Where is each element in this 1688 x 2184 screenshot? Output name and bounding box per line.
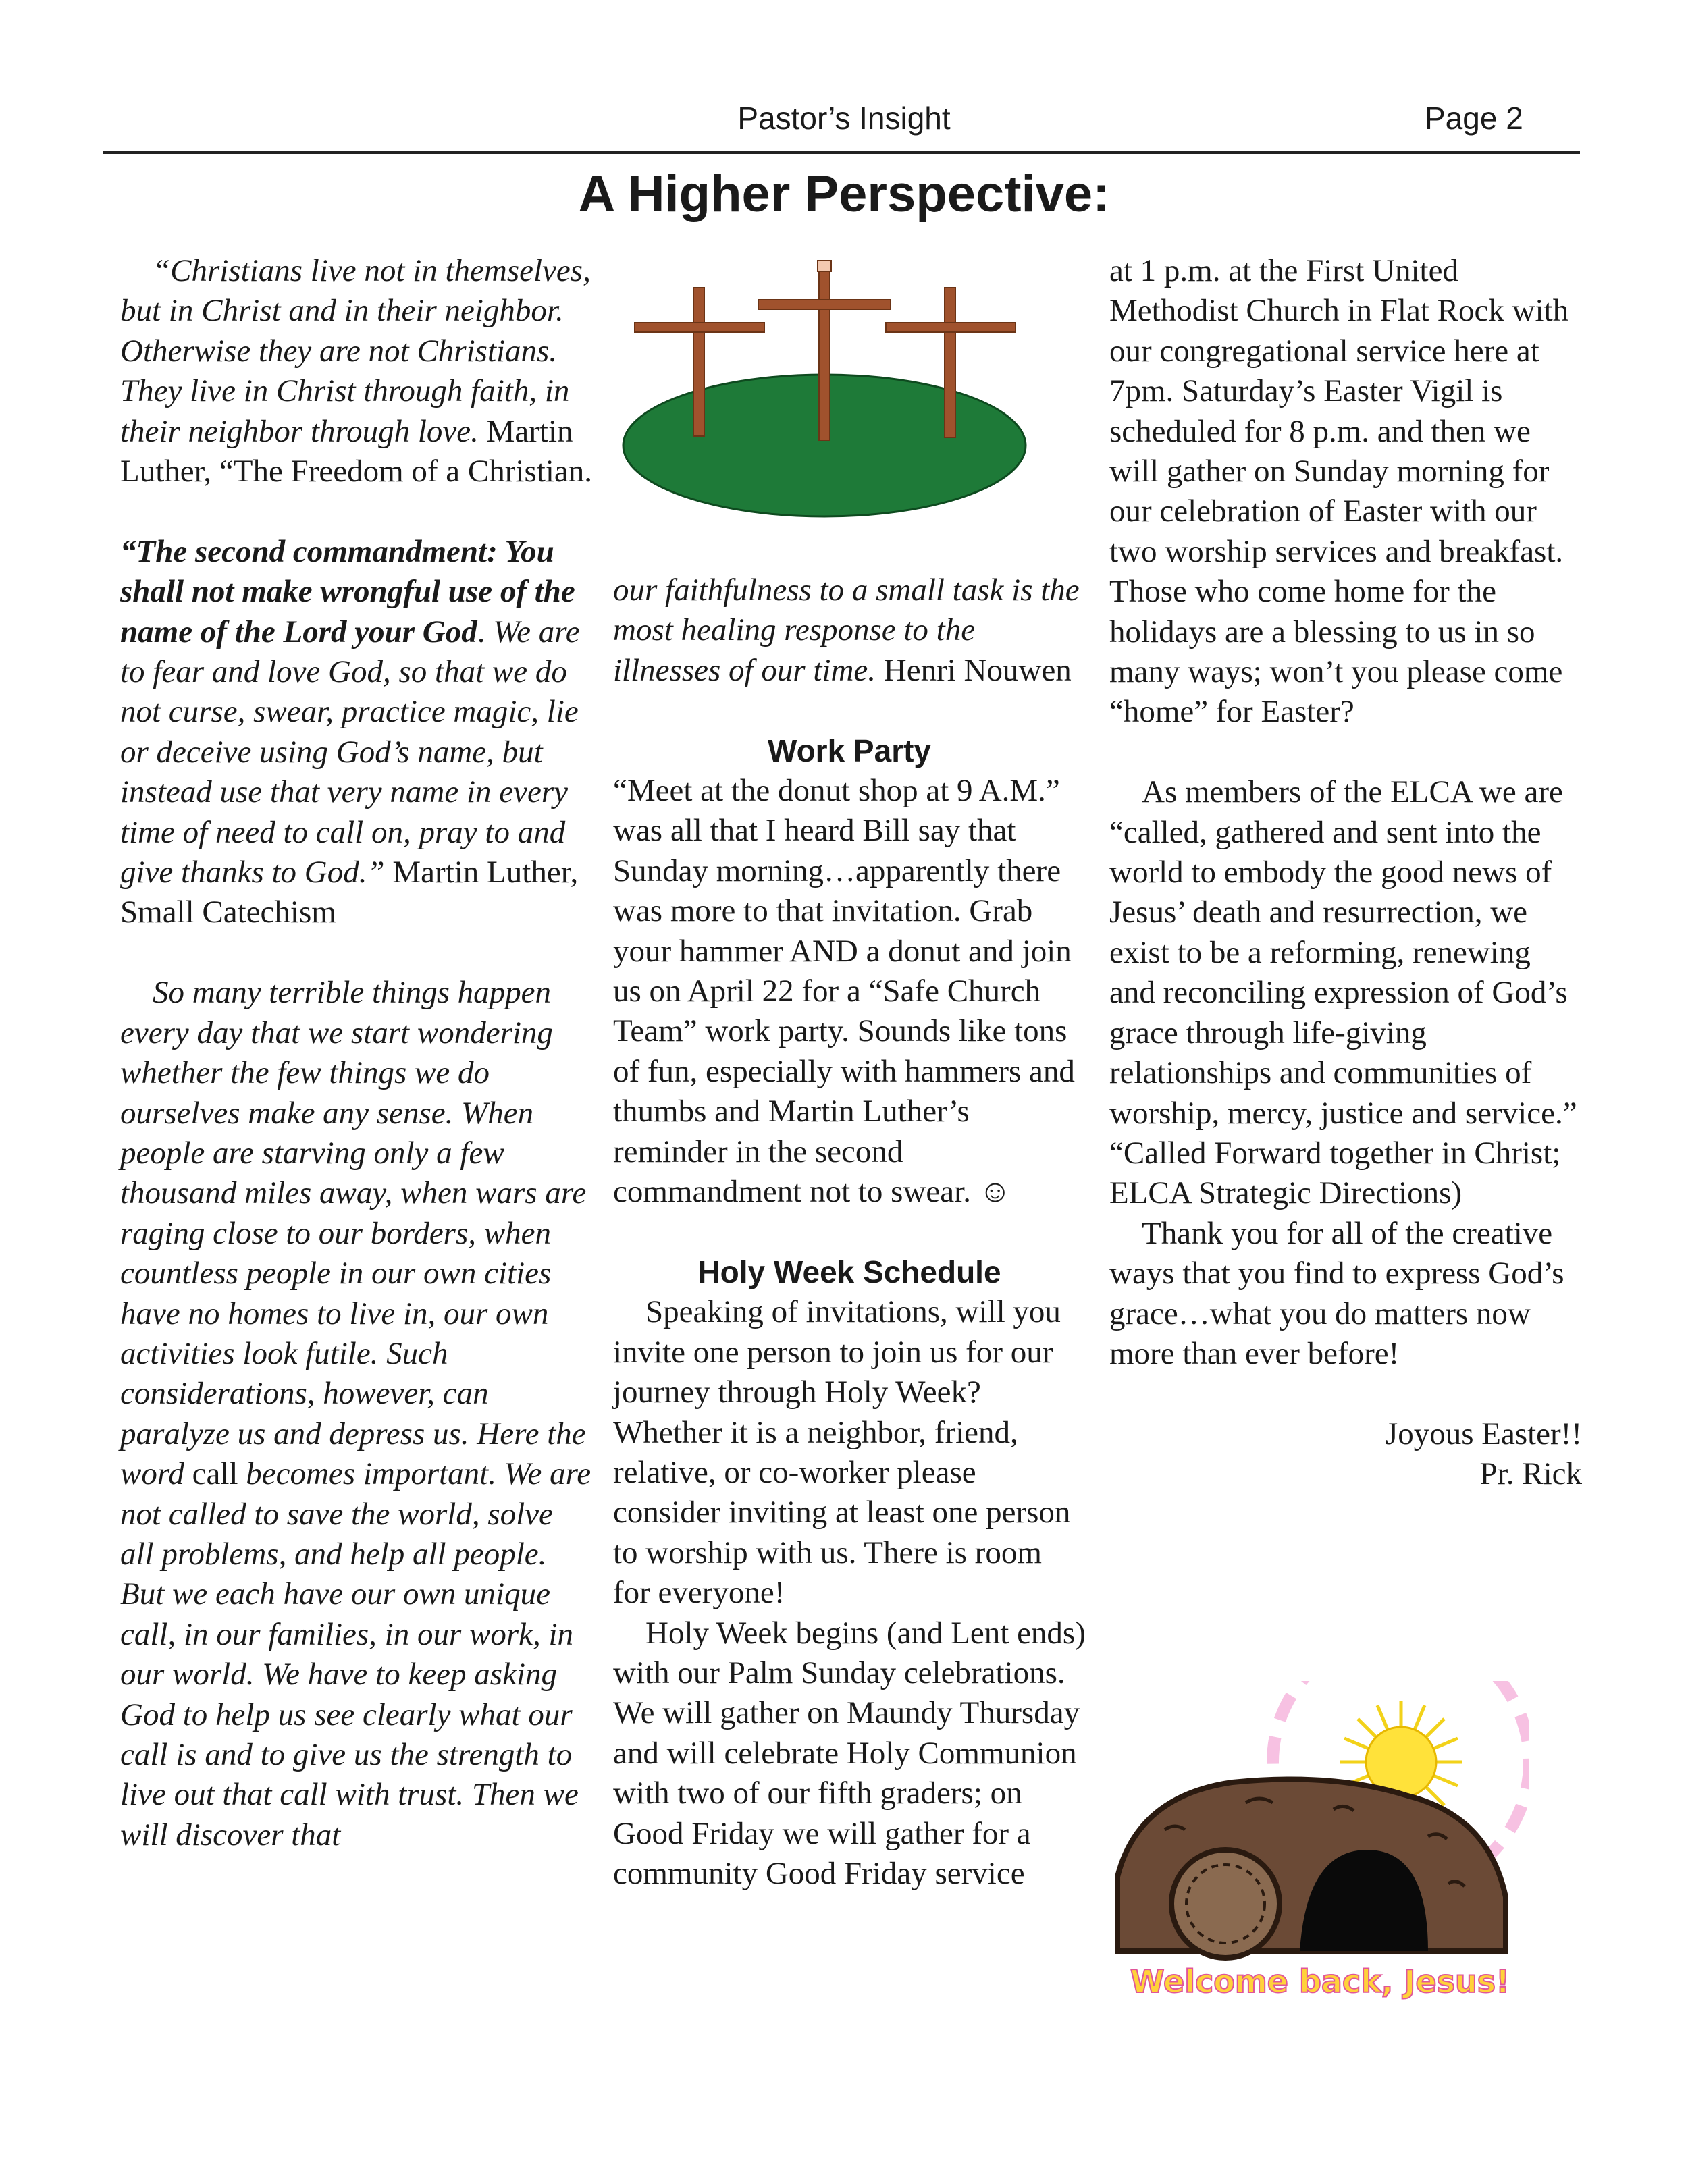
second-commandment-quote: “The second commandment: You shall not make wrongful use of the name of the Lord your God. We are to fear and love God, so that we do not curse, swear, practice magic, lie or deceive using God’s name, but instead use that very name in every time of need to call on, pray to and give thanks to God.” Martin Luther, Small Catechism bbox=[120, 533, 580, 930]
holy-week-continued: at 1 p.m. at the First United Methodist Church in Flat Rock with our congregational service here at 7pm. Saturday’s Easter Vigil is scheduled for 8 p.m. and then we will gather on Sunday morning for our celebration of Easter with our two worship services and breakfast. Those who come home for the holidays are a blessing to us in so many ways; won’t you please come “home” for Easter? bbox=[1109, 253, 1569, 730]
holy-week-paragraph-2: Holy Week begins (and Lent ends) with our Palm Sunday celebrations. We will gather on Maundy Thursday and will celebrate Holy Communion with two of our fifth graders; on Good Friday we will gather for a community Good Friday service bbox=[613, 1615, 1086, 1891]
holy-week-paragraph-1: Speaking of invitations, will you invite one person to join us for our journey through Holy Week? Whether it is a neighbor, friend, relative, or co-worker please consider inviting at least one person to worship with us. There is room for everyone! bbox=[613, 1294, 1071, 1611]
closing-greeting: Joyous Easter!! bbox=[1385, 1416, 1582, 1451]
nouwen-quote: So many terrible things happen every day that we start wondering whether the few things we do ourselves make any sense. When people are starving only a few thousand miles away, when wars are raging close to our borders, when countless people in our own cities have no homes to live in, our own activities look futile. Such considerations, however, can paralyze us and depress us. Here the word call becomes important. We are not called to save the world, solve all problems, and help all people. But we each have our own unique call, in our families, in our work, in our world. We have to keep asking God to help us see clearly what our call is and to give us the strength to live out that call with trust. Then we will discover that bbox=[120, 975, 591, 1853]
tomb-caption: Welcome back, Jesus! bbox=[1130, 1963, 1510, 2000]
thank-you-paragraph: Thank you for all of the creative ways that you find to express God’s grace…what you do matters now more than ever before! bbox=[1109, 1215, 1564, 1371]
page-number: Page 2 bbox=[1425, 101, 1523, 136]
three-crosses-illustration bbox=[618, 255, 1036, 520]
signature: Pr. Rick bbox=[1479, 1456, 1582, 1492]
column-1 bbox=[120, 251, 593, 1855]
column-2 bbox=[613, 570, 1086, 1894]
publication-name: Pastor’s Insight bbox=[737, 101, 951, 136]
nouwen-quote-continued: our faithfulness to a small task is the most healing response to the illnesses of our time. Henri Nouwen bbox=[613, 572, 1080, 688]
cross-sign bbox=[818, 261, 831, 271]
luther-freedom-quote: “Christians live not in themselves, but in Christ and in their neighbor. Otherwise they are not Christians. They live in Christ through faith, in their neighbor through love. Martin Luther, “The Freedom of a Christian. bbox=[120, 253, 592, 489]
header-rule bbox=[103, 151, 1580, 154]
empty-tomb-illustration bbox=[1111, 1681, 1529, 2012]
elca-paragraph: As members of the ELCA we are “called, gathered and sent into the world to embody the good news of Jesus’ death and resurrection, we exist to be a reforming, renewing and reconciling expression of God’s grace through life-giving relationships and communities of worship, mercy, justice and service.” “Called Forward together in Christ; ELCA Strategic Directions) bbox=[1109, 774, 1577, 1211]
work-party-text: “Meet at the donut shop at 9 A.M.” was all that I heard Bill say that Sunday morning…apparently there was more to that invitation. Grab your hammer AND a donut and join us on April 22 for a “Safe Church Team” work party. Sounds like tons of fun, especially with hammers and thumbs and Martin Luther’s reminder in the second commandment not to swear. ☺ bbox=[613, 773, 1075, 1210]
holy-week-heading: Holy Week Schedule bbox=[697, 1254, 1001, 1289]
column-3 bbox=[1109, 251, 1582, 1495]
work-party-heading: Work Party bbox=[767, 733, 932, 768]
tomb-graphic bbox=[1111, 1681, 1529, 1965]
article-title: A Higher Perspective: bbox=[578, 165, 1110, 223]
